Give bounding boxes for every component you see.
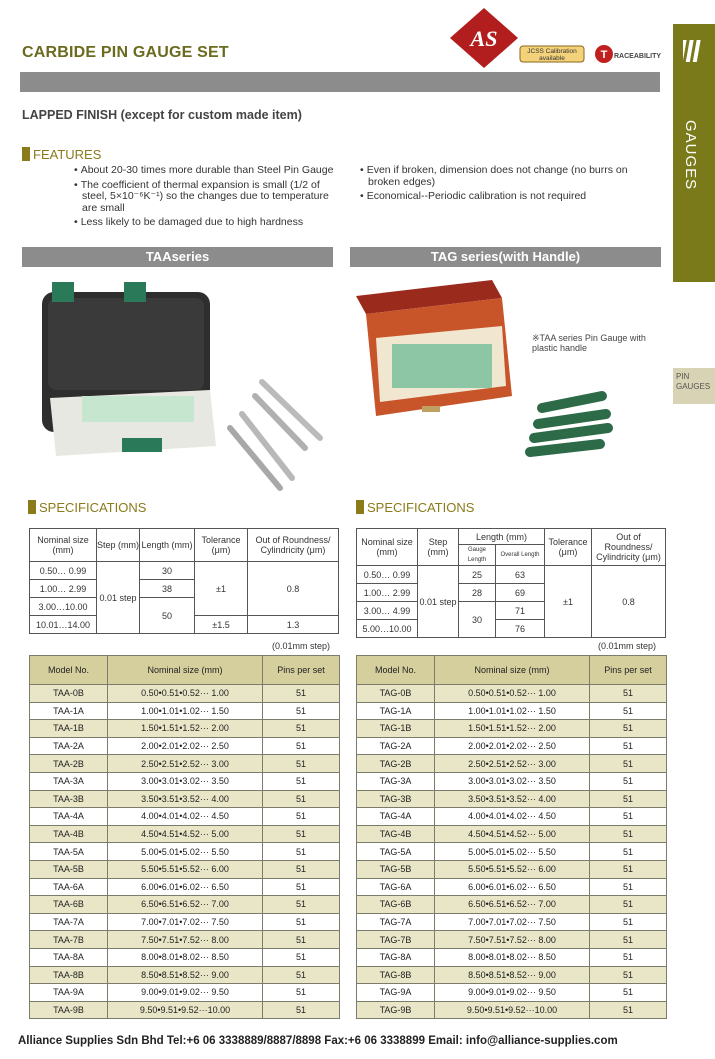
- nominal-size-cell: 5.00•5.01•5.02··· 5.50: [435, 843, 590, 861]
- spec-header: Step (mm): [97, 529, 140, 562]
- taa-model-table: [29, 655, 340, 1019]
- subtitle: LAPPED FINISH (except for custom made item): [22, 108, 302, 122]
- nominal-size-cell: 6.50•6.51•6.52··· 7.00: [435, 896, 590, 914]
- pins-per-set-cell: 51: [263, 878, 340, 896]
- table-row: [357, 1001, 667, 1019]
- model-number-cell: TAG-3A: [357, 772, 435, 790]
- table-row: [30, 948, 340, 966]
- nominal-size-cell: 4.00•4.01•4.02··· 4.50: [108, 808, 263, 826]
- model-number-cell: TAA-3A: [30, 772, 108, 790]
- pins-per-set-cell: 51: [590, 913, 667, 931]
- model-number-cell: TAA-5A: [30, 843, 108, 861]
- nominal-size-cell: 9.50•9.51•9.52···10.00: [108, 1001, 263, 1019]
- model-number-cell: TAA-2A: [30, 737, 108, 755]
- spec-cell: 3.00… 4.99: [357, 602, 418, 620]
- nominal-size-cell: 2.00•2.01•2.02··· 2.50: [435, 737, 590, 755]
- table-row: [30, 966, 340, 984]
- table-row: [30, 720, 340, 738]
- spec-cell: 3.00…10.00: [30, 598, 97, 616]
- nominal-size-cell: 3.00•3.01•3.02··· 3.50: [108, 772, 263, 790]
- nominal-size-cell: 7.50•7.51•7.52··· 8.00: [435, 931, 590, 949]
- nominal-size-cell: 8.00•8.01•8.02··· 8.50: [435, 948, 590, 966]
- table-row: [30, 913, 340, 931]
- spec-cell: 30: [140, 562, 195, 580]
- spec-cell: ±1: [545, 566, 592, 638]
- table-row: [357, 790, 667, 808]
- table-row: [357, 843, 667, 861]
- tag-model-table: [356, 655, 667, 1019]
- tag-series-band: TAG series(with Handle): [350, 247, 661, 267]
- taa-spec-table: [29, 528, 339, 634]
- model-number-cell: TAA-7B: [30, 931, 108, 949]
- brand-logo-area: [446, 8, 666, 68]
- nominal-size-cell: 2.50•2.51•2.52··· 3.00: [435, 755, 590, 773]
- side-tab-label: GAUGES: [682, 120, 699, 191]
- taa-step-note: (0.01mm step): [272, 641, 331, 651]
- spec-cell: 10.01…14.00: [30, 616, 97, 634]
- nominal-size-cell: 1.50•1.51•1.52··· 2.00: [435, 720, 590, 738]
- pins-per-set-cell: 51: [590, 984, 667, 1002]
- pins-per-set-cell: 51: [263, 720, 340, 738]
- spec-header: Out of Roundness/ Cylindricity (μm): [248, 529, 339, 562]
- spec-cell: 63: [496, 566, 545, 584]
- table-row: [30, 984, 340, 1002]
- model-number-cell: TAA-8B: [30, 966, 108, 984]
- pins-per-set-cell: 51: [263, 737, 340, 755]
- pins-per-set-cell: 51: [263, 702, 340, 720]
- model-number-cell: TAG-5B: [357, 860, 435, 878]
- table-row: [357, 913, 667, 931]
- table-row: [357, 984, 667, 1002]
- spec-cell: 25: [459, 566, 496, 584]
- pins-per-set-cell: 51: [263, 843, 340, 861]
- model-header: Model No.: [30, 656, 108, 685]
- page-title: CARBIDE PIN GAUGE SET: [22, 44, 229, 61]
- spec-cell: 30: [459, 602, 496, 638]
- model-number-cell: TAA-9A: [30, 984, 108, 1002]
- nominal-size-cell: 6.00•6.01•6.02··· 6.50: [108, 878, 263, 896]
- spec-header: Gauge Length: [459, 545, 496, 566]
- pins-per-set-cell: 51: [590, 790, 667, 808]
- features-heading: FEATURES: [22, 147, 101, 162]
- nominal-size-cell: 9.50•9.51•9.52···10.00: [435, 1001, 590, 1019]
- spec-header: Overall Length: [496, 545, 545, 566]
- pins-per-set-cell: 51: [590, 878, 667, 896]
- nominal-size-cell: 6.00•6.01•6.02··· 6.50: [435, 878, 590, 896]
- model-number-cell: TAA-7A: [30, 913, 108, 931]
- feature-item: • Less likely to be damaged due to high hardness: [82, 217, 342, 229]
- spec-header: Step (mm): [418, 529, 459, 566]
- side-tab-gauges[interactable]: [673, 24, 715, 282]
- spec-cell: 69: [496, 584, 545, 602]
- pins-per-set-cell: 51: [590, 720, 667, 738]
- table-row: [357, 755, 667, 773]
- tag-step-note: (0.01mm step): [598, 641, 657, 651]
- pin-tab-line2: GAUGES: [676, 382, 711, 391]
- nominal-size-cell: 8.00•8.01•8.02··· 8.50: [108, 948, 263, 966]
- model-number-cell: TAG-6A: [357, 878, 435, 896]
- nominal-size-cell: 0.50•0.51•0.52··· 1.00: [435, 685, 590, 703]
- nominal-size-cell: 5.50•5.51•5.52··· 6.00: [435, 860, 590, 878]
- pins-per-set-cell: 51: [590, 737, 667, 755]
- pins-per-set-cell: 51: [263, 966, 340, 984]
- pin-tab-line1: PIN: [676, 372, 690, 381]
- header-bar: [20, 72, 660, 92]
- nominal-size-cell: 8.50•8.51•8.52··· 9.00: [108, 966, 263, 984]
- table-row: [357, 878, 667, 896]
- nominal-size-cell: 3.50•3.51•3.52··· 4.00: [108, 790, 263, 808]
- spec-cell: 1.3: [248, 616, 339, 634]
- model-header: Pins per set: [590, 656, 667, 685]
- spec-cell: 0.01 step: [418, 566, 459, 638]
- spec-header: Nominal size (mm): [30, 529, 97, 562]
- model-number-cell: TAA-4A: [30, 808, 108, 826]
- gauges-stripe-icon: [683, 38, 705, 64]
- table-row: [30, 808, 340, 826]
- table-row: [30, 896, 340, 914]
- pins-per-set-cell: 51: [263, 825, 340, 843]
- spec-header: Length (mm): [459, 529, 545, 545]
- spec-cell: 0.8: [248, 562, 339, 616]
- table-row: [30, 702, 340, 720]
- table-row: [357, 685, 667, 703]
- spec-cell: 50: [140, 598, 195, 634]
- table-row: [30, 825, 340, 843]
- model-number-cell: TAA-1B: [30, 720, 108, 738]
- spec-header: Tolerance (μm): [545, 529, 592, 566]
- model-number-cell: TAG-0B: [357, 685, 435, 703]
- table-row: [30, 878, 340, 896]
- pins-per-set-cell: 51: [263, 790, 340, 808]
- pins-per-set-cell: 51: [263, 685, 340, 703]
- spec-header: Nominal size (mm): [357, 529, 418, 566]
- model-number-cell: TAA-8A: [30, 948, 108, 966]
- model-number-cell: TAG-2A: [357, 737, 435, 755]
- table-row: [357, 720, 667, 738]
- table-row: [30, 931, 340, 949]
- spec-cell: 38: [140, 580, 195, 598]
- table-row: [30, 772, 340, 790]
- nominal-size-cell: 1.00•1.01•1.02··· 1.50: [108, 702, 263, 720]
- model-number-cell: TAG-1B: [357, 720, 435, 738]
- tag-case-photo: [352, 278, 652, 468]
- model-number-cell: TAG-7B: [357, 931, 435, 949]
- model-number-cell: TAG-6B: [357, 896, 435, 914]
- pins-per-set-cell: 51: [263, 896, 340, 914]
- table-row: [357, 825, 667, 843]
- model-number-cell: TAA-9B: [30, 1001, 108, 1019]
- model-number-cell: TAA-4B: [30, 825, 108, 843]
- pins-per-set-cell: 51: [263, 860, 340, 878]
- nominal-size-cell: 0.50•0.51•0.52··· 1.00: [108, 685, 263, 703]
- table-row: [357, 896, 667, 914]
- taa-spec-heading: SPECIFICATIONS: [28, 500, 146, 515]
- model-header: Pins per set: [263, 656, 340, 685]
- model-number-cell: TAG-4B: [357, 825, 435, 843]
- pins-per-set-cell: 51: [590, 1001, 667, 1019]
- model-number-cell: TAG-4A: [357, 808, 435, 826]
- as-logo-text: AS: [470, 26, 498, 51]
- spec-cell: 0.50… 0.99: [357, 566, 418, 584]
- table-row: [30, 790, 340, 808]
- table-row: [30, 843, 340, 861]
- svg-text:RACEABILITY: RACEABILITY: [614, 53, 662, 60]
- model-number-cell: TAG-1A: [357, 702, 435, 720]
- pins-per-set-cell: 51: [590, 808, 667, 826]
- pins-per-set-cell: 51: [590, 860, 667, 878]
- pins-per-set-cell: 51: [590, 896, 667, 914]
- svg-text:T: T: [600, 49, 608, 61]
- model-number-cell: TAG-8B: [357, 966, 435, 984]
- feature-item: • Even if broken, dimension does not change (no burrs on broken edges): [368, 165, 648, 188]
- table-row: [30, 737, 340, 755]
- pins-per-set-cell: 51: [263, 948, 340, 966]
- spec-cell: 1.00… 2.99: [30, 580, 97, 598]
- nominal-size-cell: 1.00•1.01•1.02··· 1.50: [435, 702, 590, 720]
- table-row: [357, 931, 667, 949]
- pins-per-set-cell: 51: [263, 772, 340, 790]
- nominal-size-cell: 4.50•4.51•4.52··· 5.00: [435, 825, 590, 843]
- model-number-cell: TAG-9A: [357, 984, 435, 1002]
- spec-cell: 5.00…10.00: [357, 620, 418, 638]
- model-number-cell: TAG-3B: [357, 790, 435, 808]
- pins-per-set-cell: 51: [590, 825, 667, 843]
- nominal-size-cell: 3.00•3.01•3.02··· 3.50: [435, 772, 590, 790]
- nominal-size-cell: 2.50•2.51•2.52··· 3.00: [108, 755, 263, 773]
- spec-cell: 28: [459, 584, 496, 602]
- pin-gauges-tab[interactable]: [673, 368, 715, 404]
- nominal-size-cell: 1.50•1.51•1.52··· 2.00: [108, 720, 263, 738]
- model-number-cell: TAG-8A: [357, 948, 435, 966]
- spec-cell: 76: [496, 620, 545, 638]
- tag-photo-note: ※TAA series Pin Gauge with plastic handle: [532, 333, 646, 353]
- nominal-size-cell: 9.00•9.01•9.02··· 9.50: [435, 984, 590, 1002]
- table-row: [357, 702, 667, 720]
- model-number-cell: TAA-5B: [30, 860, 108, 878]
- pins-per-set-cell: 51: [263, 1001, 340, 1019]
- nominal-size-cell: 8.50•8.51•8.52··· 9.00: [435, 966, 590, 984]
- table-row: [30, 755, 340, 773]
- nominal-size-cell: 4.50•4.51•4.52··· 5.00: [108, 825, 263, 843]
- footer-contact: Alliance Supplies Sdn Bhd Tel:+6 06 3338889/8887/8898 Fax:+6 06 3338899 Email: info@alliance-supplies.com: [18, 1035, 618, 1047]
- pins-per-set-cell: 51: [590, 843, 667, 861]
- model-number-cell: TAA-6B: [30, 896, 108, 914]
- tag-spec-heading: SPECIFICATIONS: [356, 500, 474, 515]
- model-number-cell: TAA-1A: [30, 702, 108, 720]
- pins-per-set-cell: 51: [263, 755, 340, 773]
- model-number-cell: TAA-3B: [30, 790, 108, 808]
- table-row: [357, 737, 667, 755]
- nominal-size-cell: 7.00•7.01•7.02··· 7.50: [435, 913, 590, 931]
- pins-per-set-cell: 51: [263, 984, 340, 1002]
- feature-item: • The coefficient of thermal expansion is small (1/2 of steel, 5×10⁻⁶K⁻¹) so the changes due to temperature are small: [82, 180, 342, 215]
- spec-header: Out of Roundness/ Cylindricity (μm): [592, 529, 666, 566]
- spec-cell: ±1.5: [195, 616, 248, 634]
- model-header: Model No.: [357, 656, 435, 685]
- table-row: [357, 966, 667, 984]
- spec-cell: ±1: [195, 562, 248, 616]
- nominal-size-cell: 6.50•6.51•6.52··· 7.00: [108, 896, 263, 914]
- pins-per-set-cell: 51: [590, 755, 667, 773]
- nominal-size-cell: 2.00•2.01•2.02··· 2.50: [108, 737, 263, 755]
- table-row: [30, 1001, 340, 1019]
- spec-cell: 0.50… 0.99: [30, 562, 97, 580]
- model-header: Nominal size (mm): [435, 656, 590, 685]
- table-row: [357, 948, 667, 966]
- nominal-size-cell: 7.50•7.51•7.52··· 8.00: [108, 931, 263, 949]
- model-number-cell: TAG-5A: [357, 843, 435, 861]
- feature-item: • Economical--Periodic calibration is not required: [368, 191, 648, 203]
- pins-per-set-cell: 51: [263, 931, 340, 949]
- model-number-cell: TAG-7A: [357, 913, 435, 931]
- model-number-cell: TAG-9B: [357, 1001, 435, 1019]
- table-row: [357, 808, 667, 826]
- model-number-cell: TAA-6A: [30, 878, 108, 896]
- taa-case-photo: [30, 278, 330, 493]
- model-number-cell: TAA-0B: [30, 685, 108, 703]
- table-row: [357, 860, 667, 878]
- features-left: [72, 165, 342, 232]
- model-number-cell: TAA-2B: [30, 755, 108, 773]
- spec-header: Tolerance (μm): [195, 529, 248, 562]
- feature-item: • About 20-30 times more durable than Steel Pin Gauge: [82, 165, 342, 177]
- pins-per-set-cell: 51: [590, 702, 667, 720]
- spec-cell: 71: [496, 602, 545, 620]
- nominal-size-cell: 5.00•5.01•5.02··· 5.50: [108, 843, 263, 861]
- spec-header: Length (mm): [140, 529, 195, 562]
- pins-per-set-cell: 51: [590, 966, 667, 984]
- pins-per-set-cell: 51: [263, 913, 340, 931]
- model-number-cell: TAG-2B: [357, 755, 435, 773]
- nominal-size-cell: 7.00•7.01•7.02··· 7.50: [108, 913, 263, 931]
- svg-text:available: available: [539, 55, 565, 62]
- features-right: [358, 165, 648, 206]
- pins-per-set-cell: 51: [590, 931, 667, 949]
- tag-spec-table: [356, 528, 666, 638]
- nominal-size-cell: 3.50•3.51•3.52··· 4.00: [435, 790, 590, 808]
- model-header: Nominal size (mm): [108, 656, 263, 685]
- table-row: [357, 772, 667, 790]
- pins-per-set-cell: 51: [590, 772, 667, 790]
- nominal-size-cell: 9.00•9.01•9.02··· 9.50: [108, 984, 263, 1002]
- taa-series-band: TAAseries: [22, 247, 333, 267]
- nominal-size-cell: 4.00•4.01•4.02··· 4.50: [435, 808, 590, 826]
- svg-text:JCSS Calibration: JCSS Calibration: [527, 48, 577, 55]
- spec-cell: 0.01 step: [97, 562, 140, 634]
- pins-per-set-cell: 51: [590, 948, 667, 966]
- nominal-size-cell: 5.50•5.51•5.52··· 6.00: [108, 860, 263, 878]
- pins-per-set-cell: 51: [263, 808, 340, 826]
- as-logo: [446, 8, 666, 68]
- pins-per-set-cell: 51: [590, 685, 667, 703]
- spec-cell: 1.00… 2.99: [357, 584, 418, 602]
- spec-cell: 0.8: [592, 566, 666, 638]
- table-row: [30, 860, 340, 878]
- table-row: [30, 685, 340, 703]
